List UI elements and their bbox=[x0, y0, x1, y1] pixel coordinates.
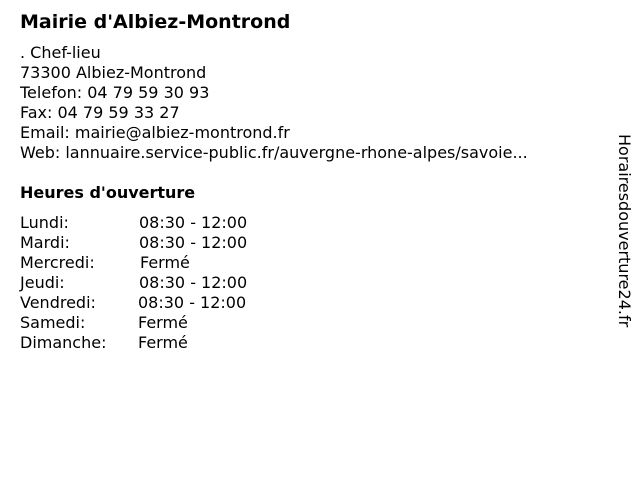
hours-time: 08:30 - 12:00 bbox=[138, 293, 247, 312]
site-watermark: Horairesdouverture24.fr bbox=[615, 134, 634, 328]
hours-time: 08:30 - 12:00 bbox=[139, 273, 248, 292]
street-line: . Chef-lieu bbox=[20, 43, 101, 62]
address-block bbox=[20, 43, 528, 163]
page-title: Mairie d'Albiez-Montrond bbox=[20, 11, 291, 33]
hours-time: Fermé bbox=[138, 333, 188, 352]
email-line: Email: mairie@albiez-montrond.fr bbox=[20, 123, 290, 142]
hours-day: Mercredi: bbox=[20, 253, 95, 272]
hours-day: Samedi: bbox=[20, 313, 86, 332]
hours-time: Fermé bbox=[140, 253, 190, 272]
hours-time: 08:30 - 12:00 bbox=[139, 213, 248, 232]
hours-heading: Heures d'ouverture bbox=[20, 183, 196, 202]
fax-line: Fax: 04 79 59 33 27 bbox=[20, 103, 180, 122]
phone-line: Telefon: 04 79 59 30 93 bbox=[20, 83, 210, 102]
web-line: Web: lannuaire.service-public.fr/auvergne-rhone-alpes/savoie... bbox=[20, 143, 528, 162]
hours-time: 08:30 - 12:00 bbox=[139, 233, 248, 252]
hours-time: Fermé bbox=[138, 313, 188, 332]
hours-day: Dimanche: bbox=[20, 333, 107, 352]
city-line: 73300 Albiez-Montrond bbox=[20, 63, 207, 82]
hours-day: Mardi: bbox=[20, 233, 70, 252]
hours-day: Jeudi: bbox=[20, 273, 65, 292]
hours-day: Vendredi: bbox=[20, 293, 96, 312]
hours-day: Lundi: bbox=[20, 213, 69, 232]
